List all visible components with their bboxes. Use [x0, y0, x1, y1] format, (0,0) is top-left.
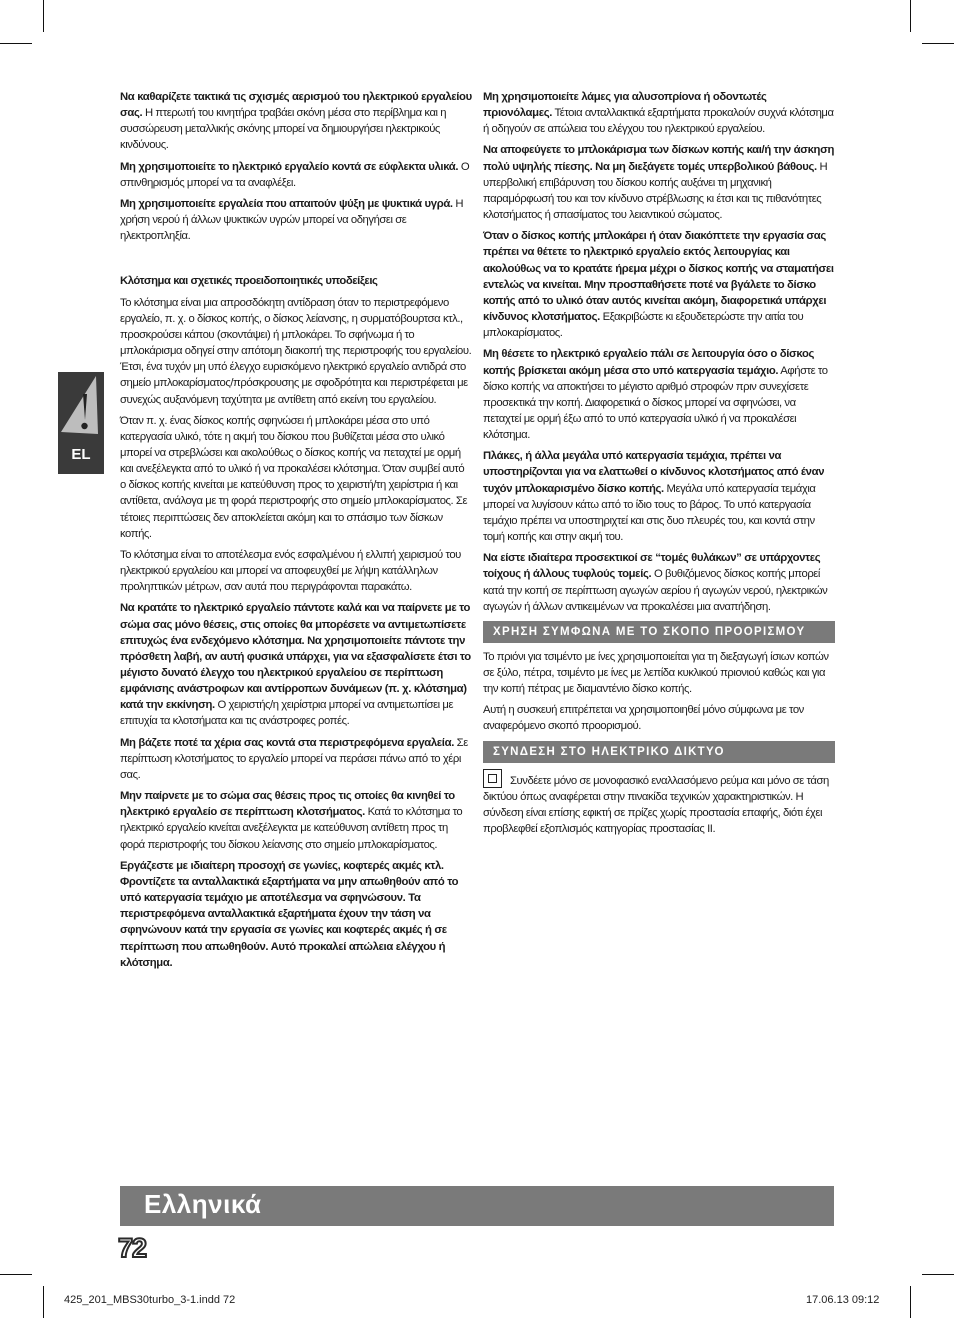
paragraph: Όταν ο δίσκος κοπής μπλοκάρει ή όταν διακόπτετε την εργασία σας πρέπει να θέτετε το ηλεκτρικό εργαλείο εκτός λειτουργίας και ακολούθως να το κρατάτε ήρεμα μέχρι ο δίσκος κοπής να σταματήσει εντελώς να κινείται. Μην προσπαθήσετε ποτέ να βγάλετε το δίσκο κοπής από το υλικό όταν αυτός κινείται ακόμη, διαφορετικά υπάρχει κίνδυνος κλοτσήματος. Εξακριβώστε κι εξουδετερώστε την αιτία του μπλοκαρίσματος.: [483, 230, 834, 340]
paragraph: Μη βάζετε ποτέ τα χέρια σας κοντά στα περιστρεφόμενα εργαλεία. Σε περίπτωση κλοτσήματος το εργαλείο μπορεί να περάσει πάνω από το χέρι σας.: [120, 736, 468, 781]
section-bar-mains-connection: ΣΥΝΔΕΣΗ ΣΤΟ ΗΛΕΚΤΡΙΚΟ ΔΙΚΤΥΟ: [483, 741, 835, 763]
paragraph: Εργάζεστε με ιδιαίτερη προσοχή σε γωνίες, κοφτερές ακμές κτλ. Φροντίζετε τα ανταλλακτικά εξαρτήματα να μην απωθηθούν από το υπό κατεργασία τεμάχιο με αποτέλεσμα να σφηνώσουν. Τα περιστρεφόμενα ανταλλακτικά εξαρτήματα έχουν την τάση να σφηνώνουν κατά την εργασία σε γωνίες και κοφτερές ακμές ή σε περίπτωση που απωθηθούν. Αυτό προκαλεί απώλεια ελέγχου ή κλότσημα.: [120, 859, 459, 969]
paragraph: Μη χρησιμοποιείτε εργαλεία που απαιτούν ψύξη με ψυκτικά υγρά. Η χρήση νερού ή άλλων ψυκτικών υγρών μπορεί να οδηγήσει σε ηλεκτροπληξία.: [120, 197, 464, 243]
paragraph: Να αποφεύγετε το μπλοκάρισμα των δίσκων κοπής και/ή την άσκηση πολύ υψηλής πίεσης. Να μη διεξάγετε τομές υπερβολικού βάθους. Η υπερβολική επιβάρυνση του δίσκου κοπής αυξάνει τη μηχανική παραμόρφωσή του και τον κίνδυνο στρέβλωσης κι έτσι και τις πιθανότητες κλοτσήματος ή σπασίματος του λειαντικού σώματος.: [483, 144, 835, 222]
paragraph: Μη χρησιμοποιείτε το ηλεκτρικό εργαλείο κοντά σε εύφλεκτα υλικά. Ο σπινθηρισμός μπορεί να τα αναφλέξει.: [120, 160, 470, 189]
paragraph: Μη θέσετε το ηλεκτρικό εργαλείο πάλι σε λειτουργία όσο ο δίσκος κοπής βρίσκεται ακόμη μέσα στο υπό κατεργασία τεμάχιο. Αφήστε το δίσκο κοπής να αποκτήσει το μέγιστο αριθμό στροφών πριν συνεχίσετε προσεκτικά την κοπή. Διαφορετικά ο δίσκος μπορεί να σφηνώσει, να πεταχτεί με ορμή έξω από το υπό κατεργασία υλικό ή να προκαλέσει κλότσημα.: [483, 348, 828, 442]
paragraph: Πλάκες, ή άλλα μεγάλα υπό κατεργασία τεμάχια, πρέπει να υποστηρίζονται για να ελαττωθεί ο κίνδυνος κλοτσήματος από έναν τυχόν μπλοκαρισμένο δίσκο κοπής. Μεγάλα υπό κατεργασία τεμάχια μπορεί να λυγίσουν κάτω από το ίδιο τους το βάρος. Το υπό κατεργασία τεμάχιο πρέπει να υποστηριχτεί και στις δυο πλευρές του, και κοντά στην τομή κοπής και στην ακμή του.: [483, 450, 825, 544]
crop-mark: [922, 43, 954, 44]
paragraph: Το κλότσημα είναι μια απροσδόκητη αντίδραση όταν το περιστρεφόμενο εργαλείο, π. χ. ο δίσκος κοπής, ο δίσκος λείανσης, η συρματόβουρτσα κτλ., προσκρούσει κάπου (σκοντάψει) ή μπλοκάρει. Το σφήνωμα ή το μπλοκάρισμα οδηγεί στην απότομη διακοπή της περιστροφής του εργαλείου. Έτσι, ένα τυχόν μη υπό έλεγχο ευρισκόμενο ηλεκτρικό εργαλείο αντιδρά στο σημείο μπλοκαρίσματος/πρόσκρουσης με σφοδρότητα και περιστρέφεται με συνεχώς αυξανόμενη ταχύτητα με αντίθετη από εκείνη του εργαλείου.: [120, 296, 472, 406]
paragraph: Το πριόνι για τσιμέντο με ίνες χρησιμοποιείται για τη διεξαγωγή ίσιων κοπών σε ξύλο, πέτρα, τσιμέντο με ίνες με λεπίδα κυκλικού πριονιού καθώς και για την κοπή πέτρας με διαμαντένιο δίσκο κοπής.: [483, 650, 829, 696]
paragraph: Να κρατάτε το ηλεκτρικό εργαλείο πάντοτε καλά και να παίρνετε με το σώμα σας μόνο θέσεις, στις οποίες θα μπορέσετε να αντιμετωπίσετε επιτυχώς ένα ενδεχόμενο κλότσημα. Να χρησιμοποιείτε πάντοτε την πρόσθετη λαβή, αν αυτή φυσικά υπάρχει, για να εξασφαλίσετε έτσι το μέγιστο δυνατό έλεγχο του ηλεκτρικού εργαλείου σε περίπτωση εμφάνισης ανάστροφων και αντίρροπων δυνάμεων (π. χ. κλότσημα) κατά την εκκίνηση. Ο χειριστής/η χειρίστρια μπορεί να αντιμετωπίσει με επιτυχία τα κλοτσήματα και τις ανάστροφες ροπές.: [120, 602, 471, 728]
crop-mark: [910, 1286, 911, 1318]
left-column: [120, 89, 472, 976]
paragraph: Να είστε ιδιαίτερα προσεκτικοί σε “τομές θυλάκων” σε υπάρχοντες τοίχους ή άλλους τυφλούς τομείς. Ο βυθιζόμενος δίσκος κοπής μπορεί κατά την κοπή σε περίπτωση αγωγών αερίου ή αγωγών νερού, ηλεκτρικών αγωγών ή άλλων αντικειμένων να προκαλέσει μια αναπήδηση.: [483, 552, 828, 613]
language-bar: [120, 1186, 834, 1226]
section-heading: Κλότσημα και σχετικές προειδοποιητικές υποδείξεις: [120, 275, 378, 288]
side-language-tab: [58, 372, 104, 474]
paragraph: Μη χρησιμοποιείτε λάμες για αλυσοπρίονα ή οδοντωτές πριονόλαμες. Τέτοια ανταλλακτικά εξαρτήματα προκαλούν συχνά κλότσημα ή οδηγούν σε απώλεια του ελέγχου του ηλεκτρικού εργαλείου.: [483, 91, 834, 136]
section-bar-intended-use: ΧΡΗΣΗ ΣΥΜΦΩΝΑ ΜΕ ΤΟ ΣΚΟΠΟ ΠΡΟΟΡΙΣΜΟΥ: [483, 621, 835, 643]
crop-mark: [43, 0, 44, 32]
paragraph: Το κλότσημα είναι το αποτέλεσμα ενός εσφαλμένου ή ελλιπή χειρισμού του ηλεκτρικού εργαλείου και μπορεί να αποφευχθεί με λήψη κατάλληλων προληπτικών μέτρων, σαν αυτά που περιγράφονται παρακάτω.: [120, 548, 461, 594]
crop-mark: [43, 1286, 44, 1318]
page-number: 72: [118, 1233, 147, 1263]
paragraph: Όταν π. χ. ένας δίσκος κοπής σφηνώσει ή μπλοκάρει μέσα στο υπό κατεργασία υλικό, τότε η ακμή του δίσκου που βυθίζεται μέσα στο υλικό μπορεί να στρεβλώσει και ακολούθως ο δίσκος κοπής να πεταχτεί με ορμή και ανεξέλεγκτα από το υλικό ή να προκαλέσει κλότσημα. Όταν συμβεί αυτό ο δίσκος κοπής κινείται με κατεύθυνση προς το χειριστή/τη χειρίστρια ή και αντίθετα, ανάλογα με τη φορά περιστροφής στο σημείο μπλοκαρίσματος. Σε τέτοιες περιπτώσεις δεν αποκλείεται ακόμη και το σπάσιμο των δίσκων κοπής.: [120, 414, 468, 540]
warning-triangle-icon: [58, 372, 104, 444]
paragraph: Να καθαρίζετε τακτικά τις σχισμές αερισμού του ηλεκτρικού εργαλείου σας. Η πτερωτή του κινητήρα τραβάει σκόνη μέσα στο περίβλημα και η συσσώρευση μεταλλικής σκόνης μπορεί να δημιουργήσει ηλεκτρικούς κινδύνους.: [120, 91, 472, 152]
footer-file-info: 425_201_MBS30turbo_3-1.indd 72: [64, 1294, 236, 1306]
crop-mark: [910, 0, 911, 32]
footer-date: 17.06.13 09:12: [806, 1294, 880, 1306]
paragraph: Συνδέετε μόνο σε μονοφασικό εναλλασόμενο ρεύμα και μόνο σε τάση δικτύου όπως αναφέρεται στην πινακίδα τεχνικών χαρακτηριστικών. Η σύνδεση είναι επίσης εφικτή σε πρίζες χωρίς προστασία επαφής, διότι έχει προβλεφθεί εξοπλισμός κατηγορίας προστασίας II.: [483, 769, 835, 838]
paragraph: Μην παίρνετε με το σώμα σας θέσεις προς τις οποίες θα κινηθεί το ηλεκτρικό εργαλείο σε περίπτωση κλοτσήματος. Κατά το κλότσημα το ηλεκτρικό εργαλείο κινείται ανεξέλεγκτα με κατεύθυνση αντίθετη προς τη φορά περιστροφής του δίσκου λείανσης στο σημείο μπλοκαρίσματος.: [120, 790, 463, 851]
paragraph: Αυτή η συσκευή επιτρέπεται να χρησιμοποιηθεί μόνο σύμφωνα με τον αναφερόμενο σκοπό προορισμού.: [483, 704, 804, 733]
crop-mark: [0, 1274, 32, 1275]
crop-mark: [922, 1274, 954, 1275]
crop-mark: [0, 43, 32, 44]
language-code: EL: [71, 446, 91, 463]
right-column: [483, 89, 835, 842]
language-title: Ελληνικά: [144, 1189, 262, 1219]
double-insulation-icon: [483, 769, 502, 788]
